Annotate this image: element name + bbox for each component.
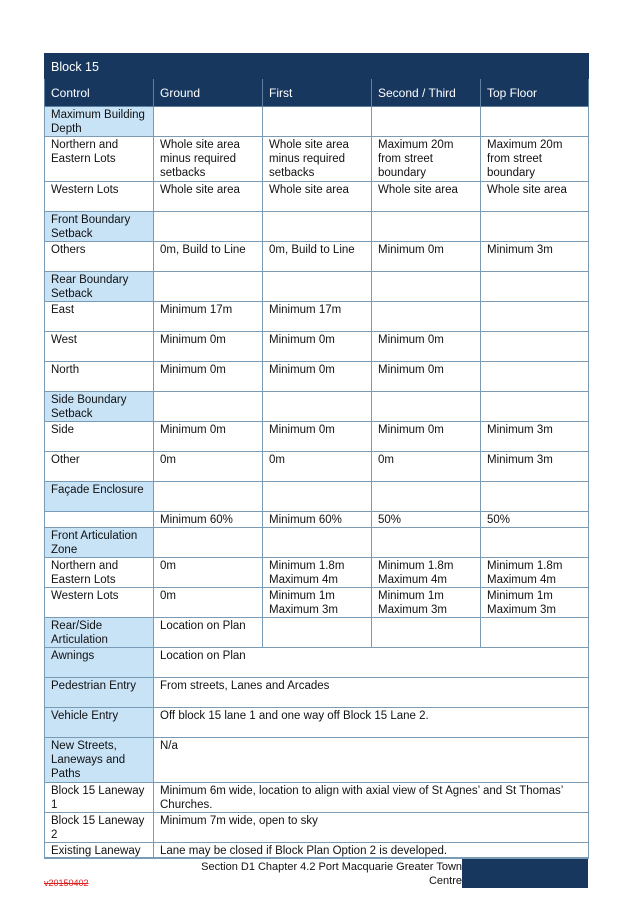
table-cell bbox=[481, 482, 589, 512]
table-cell: Minimum 0m bbox=[372, 332, 481, 362]
table-cell bbox=[481, 302, 589, 332]
table-cell: Façade Enclosure bbox=[45, 482, 154, 512]
table-cell bbox=[481, 272, 589, 302]
table-row bbox=[45, 362, 589, 392]
table-cell: 0m bbox=[263, 452, 372, 482]
table-cell bbox=[481, 362, 589, 392]
table-cell: Whole site area bbox=[481, 182, 589, 212]
table-cell: East bbox=[45, 302, 154, 332]
table-cell: Minimum 0m bbox=[154, 332, 263, 362]
table-cell: Maximum 20m from street boundary bbox=[372, 137, 481, 182]
table-cell: Minimum 6m wide, location to align with axial view of St Agnes’ and St Thomas’ Churches. bbox=[154, 783, 589, 813]
table-row bbox=[45, 783, 589, 813]
table-cell: Minimum 0m bbox=[372, 242, 481, 272]
table-row bbox=[45, 182, 589, 212]
table-cell bbox=[263, 107, 372, 137]
header-top-floor: Top Floor bbox=[481, 79, 589, 107]
table-cell: Maximum 20m from street boundary bbox=[481, 137, 589, 182]
table-cell bbox=[372, 302, 481, 332]
version-stamp: v20150402 bbox=[44, 878, 89, 888]
section-row bbox=[45, 738, 589, 783]
table-cell: 0m, Build to Line bbox=[154, 242, 263, 272]
table-cell: Rear Boundary Setback bbox=[45, 272, 154, 302]
table-title-row bbox=[45, 54, 589, 79]
table-row bbox=[45, 302, 589, 332]
table-cell: Minimum 0m bbox=[372, 422, 481, 452]
table-cell: Western Lots bbox=[45, 588, 154, 618]
header-control: Control bbox=[45, 79, 154, 107]
footer-color-block bbox=[462, 859, 588, 888]
table-cell: Minimum 3m bbox=[481, 452, 589, 482]
table-cell: Minimum 3m bbox=[481, 422, 589, 452]
table-cell: From streets, Lanes and Arcades bbox=[154, 678, 589, 708]
section-row bbox=[45, 272, 589, 302]
table-cell bbox=[372, 272, 481, 302]
table-cell: New Streets, Laneways and Paths bbox=[45, 738, 154, 783]
table-cell: Front Articulation Zone bbox=[45, 528, 154, 558]
section-row bbox=[45, 392, 589, 422]
table-cell: Northern and Eastern Lots bbox=[45, 137, 154, 182]
table-cell: Vehicle Entry bbox=[45, 708, 154, 738]
table-cell bbox=[481, 528, 589, 558]
table-cell: Whole site area bbox=[154, 182, 263, 212]
table-cell bbox=[154, 392, 263, 422]
table-cell: Minimum 0m bbox=[263, 422, 372, 452]
table-cell: North bbox=[45, 362, 154, 392]
table-cell bbox=[372, 107, 481, 137]
table-cell: Block 15 Laneway 1 bbox=[45, 783, 154, 813]
table-cell: Block 15 Laneway 2 bbox=[45, 813, 154, 843]
table-cell bbox=[481, 107, 589, 137]
table-cell: Location on Plan bbox=[154, 618, 263, 648]
table-cell bbox=[154, 212, 263, 242]
table-cell: Maximum Building Depth bbox=[45, 107, 154, 137]
table-row bbox=[45, 452, 589, 482]
section-row bbox=[45, 708, 589, 738]
table-cell: 0m bbox=[372, 452, 481, 482]
table-cell: Minimum 0m bbox=[263, 332, 372, 362]
table-cell: Minimum 1.8m Maximum 4m bbox=[372, 558, 481, 588]
table-cell: Rear/Side Articulation bbox=[45, 618, 154, 648]
table-cell: Whole site area bbox=[263, 182, 372, 212]
table-cell: Location on Plan bbox=[154, 648, 589, 678]
table-row bbox=[45, 813, 589, 843]
table-cell bbox=[154, 482, 263, 512]
table-cell: Side bbox=[45, 422, 154, 452]
table-cell bbox=[372, 618, 481, 648]
table-cell: Existing Laneway bbox=[45, 843, 154, 859]
table-cell: Lane may be closed if Block Plan Option 2 is developed. bbox=[154, 843, 589, 859]
table-cell: N/a bbox=[154, 738, 589, 783]
table-row bbox=[45, 137, 589, 182]
section-row bbox=[45, 648, 589, 678]
section-row bbox=[45, 618, 589, 648]
section-row bbox=[45, 482, 589, 512]
table-cell bbox=[263, 618, 372, 648]
table-cell: Minimum 60% bbox=[263, 512, 372, 528]
table-cell: 50% bbox=[481, 512, 589, 528]
table-cell bbox=[372, 528, 481, 558]
table-cell: Side Boundary Setback bbox=[45, 392, 154, 422]
table-cell bbox=[45, 512, 154, 528]
table-cell bbox=[481, 332, 589, 362]
table-cell: Minimum 0m bbox=[263, 362, 372, 392]
table-row bbox=[45, 558, 589, 588]
table-cell bbox=[372, 482, 481, 512]
table-cell: Whole site area bbox=[372, 182, 481, 212]
table-cell: Minimum 1m Maximum 3m bbox=[481, 588, 589, 618]
table-cell: Minimum 3m bbox=[481, 242, 589, 272]
table-row bbox=[45, 512, 589, 528]
table-cell: West bbox=[45, 332, 154, 362]
table-cell: Minimum 1.8m Maximum 4m bbox=[481, 558, 589, 588]
section-row bbox=[45, 212, 589, 242]
table-cell bbox=[154, 107, 263, 137]
table-cell: Others bbox=[45, 242, 154, 272]
table-cell bbox=[263, 212, 372, 242]
header-ground: Ground bbox=[154, 79, 263, 107]
table-cell: Whole site area minus required setbacks bbox=[154, 137, 263, 182]
table-row bbox=[45, 588, 589, 618]
table-cell: 0m bbox=[154, 452, 263, 482]
table-cell: Pedestrian Entry bbox=[45, 678, 154, 708]
table-cell: Western Lots bbox=[45, 182, 154, 212]
table-cell: Minimum 60% bbox=[154, 512, 263, 528]
header-first: First bbox=[263, 79, 372, 107]
table-cell bbox=[481, 212, 589, 242]
table-cell: Off block 15 lane 1 and one way off Block 15 Lane 2. bbox=[154, 708, 589, 738]
table-cell: Awnings bbox=[45, 648, 154, 678]
table-cell: Whole site area minus required setbacks bbox=[263, 137, 372, 182]
table-cell bbox=[372, 212, 481, 242]
section-row bbox=[45, 107, 589, 137]
block-title: Block 15 bbox=[45, 54, 589, 79]
footer-section-title: Section D1 Chapter 4.2 Port Macquarie Greater Town Centre bbox=[201, 861, 462, 887]
table-cell: Minimum 17m bbox=[263, 302, 372, 332]
section-row bbox=[45, 528, 589, 558]
table-cell bbox=[263, 528, 372, 558]
header-second-third: Second / Third bbox=[372, 79, 481, 107]
table-header-row bbox=[45, 79, 589, 107]
table-cell: Minimum 1.8m Maximum 4m bbox=[263, 558, 372, 588]
table-cell: 50% bbox=[372, 512, 481, 528]
table-cell: Minimum 1m Maximum 3m bbox=[263, 588, 372, 618]
table-cell: Minimum 1m Maximum 3m bbox=[372, 588, 481, 618]
table-cell: Minimum 7m wide, open to sky bbox=[154, 813, 589, 843]
table-row bbox=[45, 242, 589, 272]
table-cell bbox=[263, 482, 372, 512]
table-cell: 0m bbox=[154, 588, 263, 618]
table-cell: 0m, Build to Line bbox=[263, 242, 372, 272]
table-cell: Northern and Eastern Lots bbox=[45, 558, 154, 588]
table-row bbox=[45, 332, 589, 362]
table-row bbox=[45, 422, 589, 452]
section-row bbox=[45, 678, 589, 708]
table-cell: Other bbox=[45, 452, 154, 482]
controls-table bbox=[44, 53, 589, 859]
table-cell: 0m bbox=[154, 558, 263, 588]
table-cell bbox=[154, 528, 263, 558]
table-cell bbox=[481, 392, 589, 422]
table-cell: Minimum 0m bbox=[372, 362, 481, 392]
table-cell bbox=[263, 392, 372, 422]
table-cell: Front Boundary Setback bbox=[45, 212, 154, 242]
table-cell bbox=[154, 272, 263, 302]
table-cell: Minimum 0m bbox=[154, 422, 263, 452]
table-cell: Minimum 17m bbox=[154, 302, 263, 332]
table-cell: Minimum 0m bbox=[154, 362, 263, 392]
table-cell bbox=[372, 392, 481, 422]
table-cell bbox=[263, 272, 372, 302]
footer-divider bbox=[44, 857, 588, 858]
table-cell bbox=[481, 618, 589, 648]
